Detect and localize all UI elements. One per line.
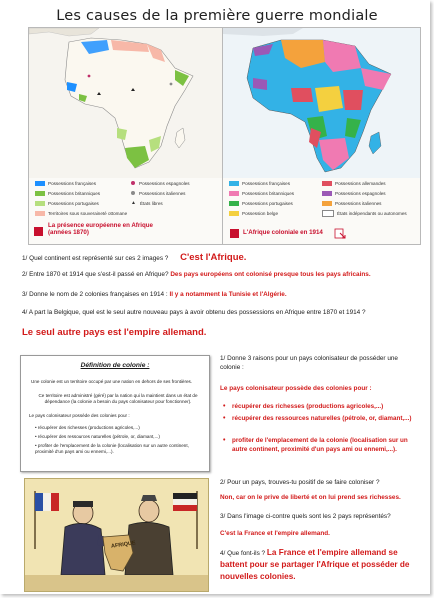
legend-item: ▲ États libres [131, 200, 163, 206]
question-2: 2/ Entre 1870 et 1914 que s'est-il passé en Afrique? Des pays européens ont colonisé presque tous les pays africains. [22, 271, 371, 278]
definition-box [20, 355, 210, 472]
right-question-3: 3/ Dans l'image ci-contre quels sont les 2 pays représentés? [220, 513, 391, 520]
map-legend-1914 [229, 178, 415, 218]
legend-item: Possessions italiennes [322, 201, 415, 206]
legend-item: États indépendants ou autonomes [322, 210, 415, 217]
legend-swatch [229, 211, 239, 216]
legend-item: Possessions françaises [229, 181, 322, 186]
bullet-icon: • [223, 437, 226, 444]
legend-item: Possessions espagnoles [128, 181, 221, 186]
legend-swatch [229, 201, 239, 206]
legend-item: Possessions espagnoles [322, 191, 415, 196]
legend-item: Possession belge [229, 211, 322, 216]
cartoon-illustration [25, 479, 208, 591]
legend-swatch [322, 201, 332, 206]
map-africa-1870 [28, 27, 227, 245]
answer-1: C'est l'Afrique. [180, 252, 247, 263]
answer-bullet: • profiter de l'emplacement de la colonie (localisation sur un autre continent, proximité d'un pays ami ou ennemi,...). [223, 437, 408, 453]
answer-bullet: • récupérer des ressources naturelles (pétrole, or, diamant,...) [223, 415, 412, 422]
definition-list-item: • récupérer des ressources naturelles (pétrole, or, diamant,...) [35, 434, 160, 439]
answer-bullet: • récupérer des richesses (productions agricoles,...) [223, 403, 384, 410]
legend-swatch [35, 181, 45, 186]
legend-item: Possessions britanniques [35, 191, 128, 196]
definition-paragraph-1: Une colonie est un territoire occupé par une nation en dehors de ses frontières. [31, 379, 193, 384]
legend-item: Possessions italiennes [128, 191, 221, 196]
legend-item: Possessions françaises [35, 181, 128, 186]
legend-item: Possessions portugaises [229, 201, 322, 206]
definition-title: Définition de colonie : [80, 362, 150, 369]
right-answer-1-intro: Le pays colonisateur possède des colonies pour : [220, 385, 372, 392]
legend-swatch [35, 211, 45, 216]
right-answer-4: La France et l'empire allemand se battent pour se partager l'Afrique et posséder de nouvelles colonies. [220, 548, 410, 581]
africa-1914-map-graphic [223, 28, 420, 178]
cartoon-image [24, 478, 209, 592]
answer-4: Le seul autre pays est l'empire allemand. [22, 327, 207, 338]
legend-dot [131, 181, 135, 185]
bullet-icon: • [223, 415, 226, 422]
legend-swatch [35, 191, 45, 196]
page-title: Les causes de la première guerre mondiale [56, 8, 378, 24]
legend-item: Possessions portugaises [35, 201, 128, 206]
definition-paragraph-3: Le pays colonisateur possède des colonies pour : [29, 413, 130, 418]
legend-item: Possessions allemandes [322, 181, 415, 186]
cartoon-label: AFRIQUE [110, 540, 137, 550]
bullet-icon: • [223, 403, 226, 410]
legend-swatch [229, 191, 239, 196]
right-question-2: 2/ Pour un pays, trouves-tu positif de se faire coloniser ? [220, 479, 380, 486]
caption-marker [230, 229, 239, 238]
right-answer-2: Non, car on le prive de liberté et on lui prend ses richesses. [220, 494, 401, 501]
legend-swatch [322, 210, 334, 217]
answer-3: Il y a notamment la Tunisie et l'Algérie. [169, 291, 287, 298]
question-3: 3/ Donne le nom de 2 colonies françaises en 1914 : Il y a notamment la Tunisie et l'Algérie. [22, 291, 287, 298]
document-icon[interactable] [334, 228, 346, 239]
definition-paragraph-2: Ce territoire est administré (géré) par la nation qui la maintient dans un état de dépendance (la colonie a besoin du pays colonisateur pour fonctionner). [38, 393, 198, 405]
definition-list-item: • récupérer des richesses (productions agricoles,...) [35, 425, 140, 430]
legend-dot [131, 191, 135, 195]
legend-item: Possessions britanniques [229, 191, 322, 196]
caption-marker [34, 227, 43, 236]
map-caption-1914: L'Afrique coloniale en 1914 [243, 229, 323, 236]
triangle-icon: ▲ [131, 200, 136, 206]
legend-swatch [35, 201, 45, 206]
legend-swatch [322, 191, 332, 196]
map-caption-1870: La présence européenne en Afrique (années 1870) [48, 222, 153, 236]
right-question-1: 1/ Donne 3 raisons pour un pays colonisateur de posséder une colonie : [220, 355, 398, 371]
answer-2: Des pays européens ont colonisé presque tous les pays africains. [170, 271, 371, 278]
legend-swatch [322, 181, 332, 186]
map-africa-1914 [222, 27, 421, 245]
legend-swatch [229, 181, 239, 186]
africa-1870-map-graphic [29, 28, 226, 178]
question-4: 4/ A part la Belgique, quel est le seul autre nouveau pays à avoir obtenu des possessions en Afrique entre 1870 et 1914 ? [22, 309, 366, 316]
definition-list-item: • profiter de l'emplacement de la colonie (localisation sur un autre continent, proximité d'un pays ami ou ennemi,...). [35, 443, 189, 455]
right-answer-3: C'est la France et l'empire allemand. [220, 530, 330, 537]
legend-item: Territoires sous souveraineté ottomane [35, 211, 221, 216]
map-legend-1870 [35, 178, 221, 218]
question-1: 1/ Quel continent est représenté sur ces 2 images ? C'est l'Afrique. [22, 252, 247, 263]
right-question-4: 4/ Que font-ils ? La France et l'empire allemand se battent pour se partager l'Afrique et posséder de nouvelles colonies. [220, 548, 410, 581]
